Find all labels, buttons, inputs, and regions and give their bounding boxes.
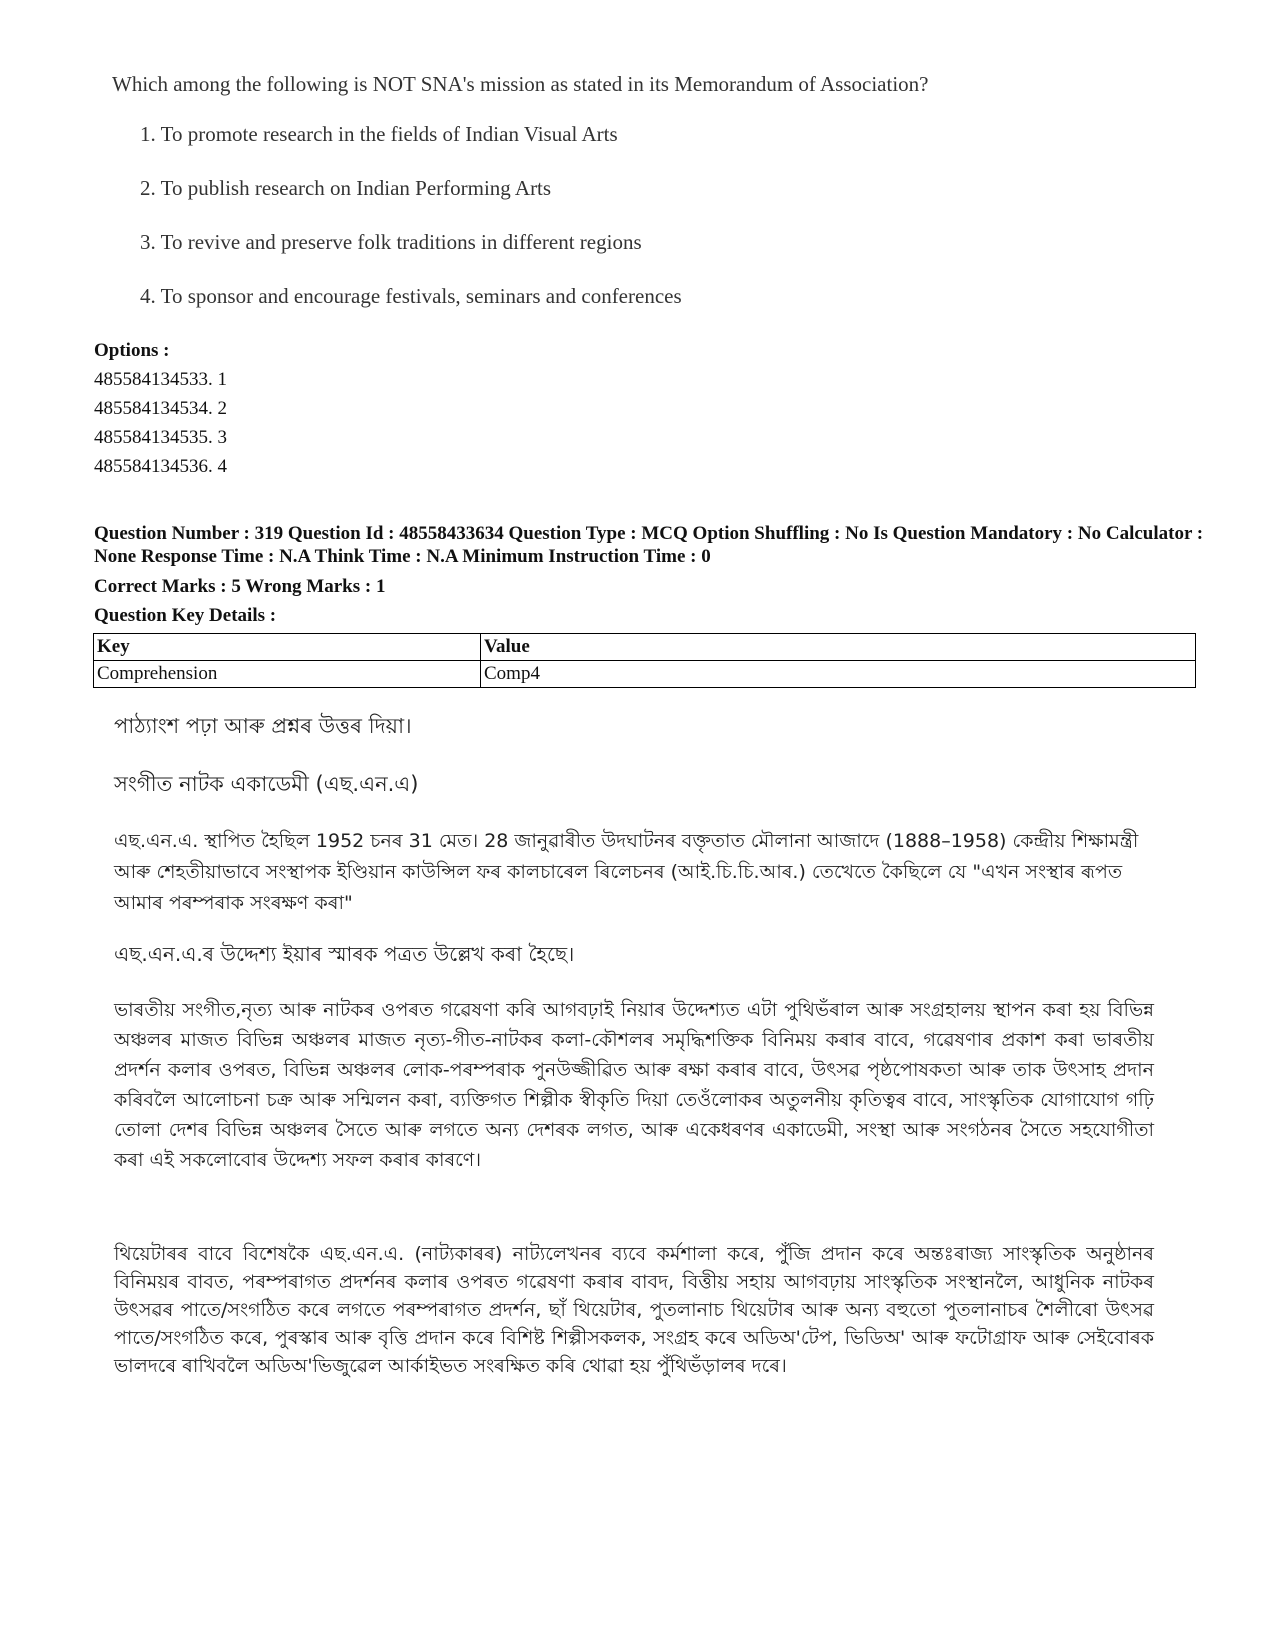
passage-paragraph: এছ.এন.এ. স্থাপিত হৈছিল 1952 চনৰ 31 মেত। 28 জানুৱাৰীত উদঘাটনৰ বক্তৃতাত মৌলানা আজাদে (1888–1958) কেন্দ্ৰীয় শিক্ষামন্ত্ৰী আৰু শেহতীয়াভাবে সংস্থাপক ইণ্ডিয়ান কাউন্সিল ফৰ কালচাৰেল ৰিলেচনৰ (আই.চি.চি.আৰ.) তেখেতে কৈছিলে যে "এখন সংস্থাৰ ৰূপত আমাৰ পৰম্পৰাক সংৰক্ষণ কৰা" [114, 830, 1139, 914]
passage-paragraph: থিয়েটাৰৰ বাবে বিশেষকৈ এছ.এন.এ. (নাট্যকাৰৰ) নাট্যলেখনৰ ব্যবে কৰ্মশালা কৰে, পুঁজি প্ৰদান কৰে অন্তঃৰাজ্য সাংস্কৃতিক অনুষ্ঠানৰ বিনিময়ৰ বাবত, পৰম্পৰাগত প্ৰদৰ্শনৰ কলাৰ ওপৰত গৱেষণা কৰাৰ বাবদ, বিত্তীয় সহায় আগবঢ়ায় সাংস্কৃতিক সংস্থানলৈ, আধুনিক নাটকৰ উৎসৱৰ পাতে/সংগঠিত কৰে লগতে পৰম্পৰাগত প্ৰদৰ্শন, ছাঁ থিয়েটাৰ, পুতলানাচ থিয়েটাৰ আৰু অন্য বহুতো পুতলানাচৰ শৈলীৰো উৎসৱ পাতে/সংগঠিত কৰে, পুৰস্কাৰ আৰু বৃত্তি প্ৰদান কৰে বিশিষ্ট শিল্পীসকলক, সংগ্ৰহ কৰে অডিঅ'টেপ, ভিডিঅ' আৰু ফটোগ্ৰাফ আৰু সেইবোৰক ভালদৰে ৰাখিবলৈ অডিঅ'ভিজুৱেল আৰ্কাইভত সংৰক্ষিত কৰি থোৱা হয় পুঁথিভঁড়ালৰ দৰে। [114, 1243, 1154, 1377]
table-header-cell: Key [94, 634, 481, 661]
passage-paragraph: ভাৰতীয় সংগীত,নৃত্য আৰু নাটকৰ ওপৰত গৱেষণা কৰি আগবঢ়াই নিয়াৰ উদ্দেশ্যত এটা পুথিভঁৰাল আৰু সংগ্ৰহালয় স্থাপন কৰা হয় বিভিন্ন অঞ্চলৰ মাজত বিভিন্ন অঞ্চলৰ মাজত নৃত্য-গীত-নাটকৰ কলা-কৌশলৰ সমৃদ্ধিশক্তিক বিনিময় কৰাৰ বাবে, গৱেষণাৰ প্ৰকাশ কৰা ভাৰতীয় প্ৰদৰ্শন কলাৰ ওপৰত, বিভিন্ন অঞ্চলৰ লোক-পৰম্পৰাক পুনউজ্জীৱিত আৰু ৰক্ষা কৰাৰ বাবে, উৎসৱ পৃষ্ঠপোষকতা আৰু তাক উৎসাহ প্ৰদান কৰিবলৈ আলোচনা চক্ৰ আৰু সন্মিলন কৰা, ব্যক্তিগত শিল্পীক স্বীকৃতি দিয়া তেওঁলোকৰ অতুলনীয় কৃতিত্বৰ বাবে, সাংস্কৃতিক যোগাযোগ গঢ়ি তোলা দেশৰ বিভিন্ন অঞ্চলৰ সৈতে আৰু লগতে অন্য দেশৰক লগত, আৰু একেধৰণৰ একাডেমী, সংস্থা আৰু সংগঠনৰ সৈতে সহযোগীতা কৰা এই সকলোবোৰ উদ্দেশ্য সফল কৰাৰ কাৰণে। [114, 999, 1154, 1171]
options-list [94, 369, 227, 485]
passage-instruction: পাঠ্যাংশ পঢ়া আৰু প্ৰশ্নৰ উত্তৰ দিয়া। [114, 714, 412, 738]
key-details-heading: Question Key Details : [94, 605, 277, 626]
question-text: Which among the following is NOT SNA's mission as stated in its Memorandum of Association? [112, 72, 929, 96]
statement-item: 2. To publish research on Indian Performing Arts [140, 176, 552, 200]
table-cell: Comprehension [94, 661, 481, 688]
table-header-row [94, 634, 1196, 661]
option-item: 485584134534. 2 [94, 398, 227, 419]
table-row [94, 661, 1196, 688]
question-meta: Question Number : 319 Question Id : 48558433634 Question Type : MCQ Option Shuffling : No Is Question Mandatory : No Calculator : None Response Time : N.A Think Time : N.A Minimum Instruction Time : 0 [94, 523, 1204, 567]
table-cell: Comp4 [481, 661, 1196, 688]
statement-item: 3. To revive and preserve folk traditions in different regions [140, 230, 642, 254]
options-heading: Options : [94, 340, 170, 361]
option-item: 485584134535. 3 [94, 427, 227, 448]
option-item: 485584134533. 1 [94, 369, 227, 390]
statement-item: 4. To sponsor and encourage festivals, seminars and conferences [140, 284, 682, 308]
table-header-cell: Value [481, 634, 1196, 661]
marks-info: Correct Marks : 5 Wrong Marks : 1 [94, 576, 386, 597]
statement-item: 1. To promote research in the fields of Indian Visual Arts [140, 122, 618, 146]
key-details-table [93, 633, 1196, 688]
passage-title: সংগীত নাটক একাডেমী (এছ.এন.এ) [114, 772, 419, 796]
option-item: 485584134536. 4 [94, 456, 227, 477]
passage-paragraph: এছ.এন.এ.ৰ উদ্দেশ্য ইয়াৰ স্মাৰক পত্ৰত উল্লেখ কৰা হৈছে। [114, 942, 575, 966]
question-statement-list [140, 122, 682, 338]
